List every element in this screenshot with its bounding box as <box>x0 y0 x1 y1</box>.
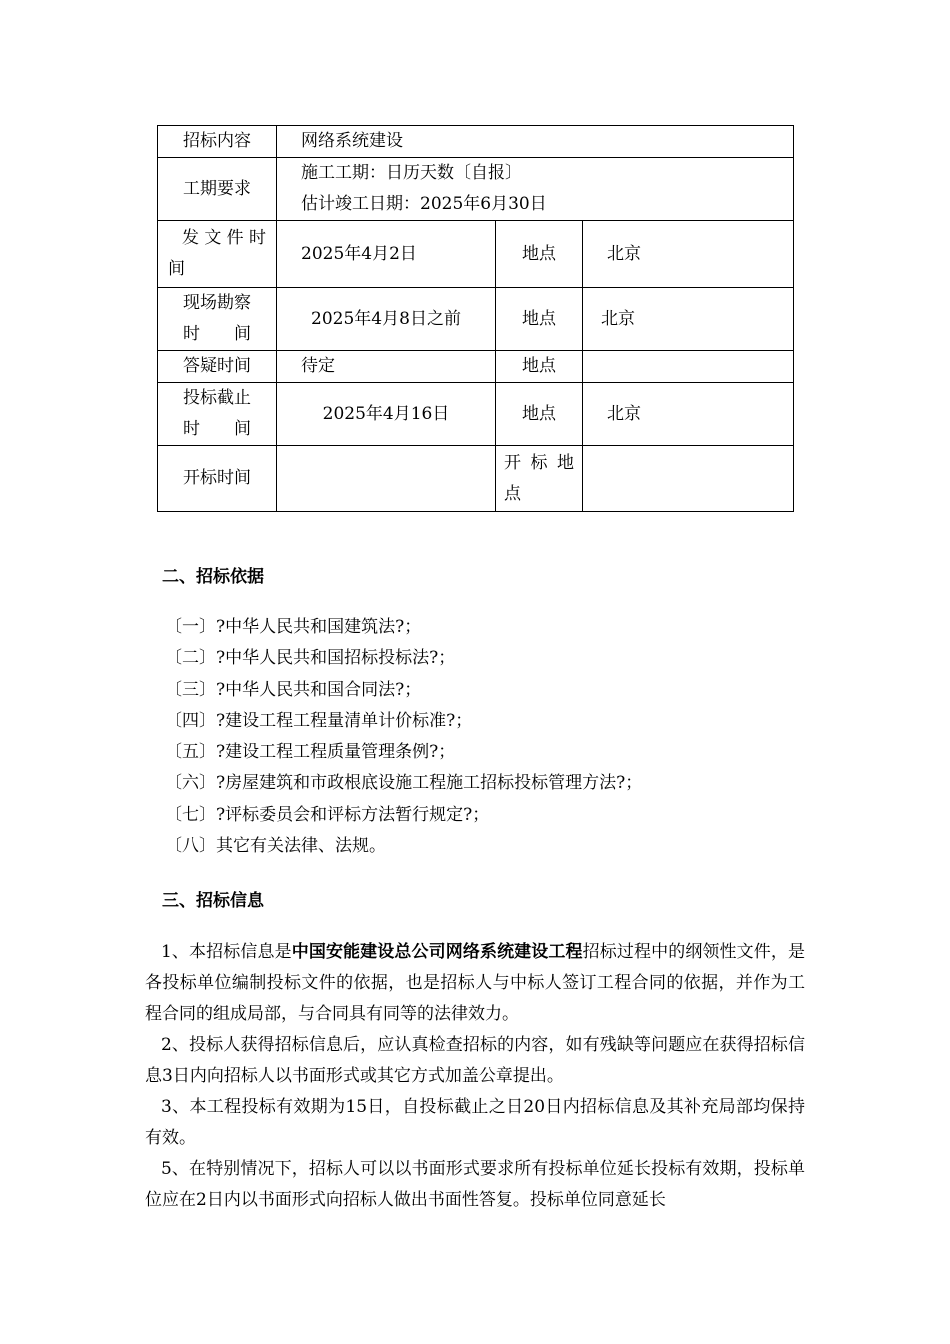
list-item: 〔五〕?建设工程工程质量管理条例?； <box>165 742 456 763</box>
value-opening-time <box>277 446 496 512</box>
row-qa-time <box>158 351 794 383</box>
label-qa-time: 答疑时间 <box>158 351 277 383</box>
paragraph-3: 3、本工程投标有效期为15日，自投标截止之日20日内招标信息及其补充局部均保持有效。 <box>145 1097 805 1148</box>
schedule-line-2: 估计竣工日期：2025年6月30日 <box>301 194 547 214</box>
row-schedule <box>158 158 794 221</box>
value-site-visit-place: 北京 <box>583 288 794 351</box>
value-deadline-place: 北京 <box>583 383 794 446</box>
section-heading-basis: 二、招标依据 <box>162 567 264 587</box>
row-deadline <box>158 383 794 446</box>
label-site-visit <box>158 288 277 351</box>
value-qa-place <box>583 351 794 383</box>
list-item: 〔三〕?中华人民共和国合同法?； <box>165 679 422 700</box>
list-item: 〔六〕?房屋建筑和市政根底设施工程施工招标投标管理方法?； <box>165 773 643 794</box>
value-deadline: 2025年4月16日 <box>277 383 496 446</box>
label-opening-place-line2: 点 <box>504 483 521 504</box>
paragraph-1-start: 1、本招标信息是 <box>161 942 292 962</box>
section-heading-info: 三、招标信息 <box>162 891 264 911</box>
project-name-bold: 中国安能建设总公司网络系统建设工程 <box>291 942 583 962</box>
label-tender-content: 招标内容 <box>158 126 277 158</box>
value-issue-time: 2025年4月2日 <box>277 221 496 288</box>
label-issue-time-line1: 发文件时 <box>182 228 266 248</box>
list-item: 〔一〕?中华人民共和国建筑法?； <box>165 617 422 637</box>
value-schedule <box>277 158 794 221</box>
value-site-visit: 2025年4月8日之前 <box>277 288 496 351</box>
label-site-visit-line2: 时 间 <box>183 324 251 344</box>
value-issue-place: 北京 <box>583 221 794 288</box>
tender-info-table <box>157 125 794 512</box>
tender-info-paragraphs <box>145 937 805 1216</box>
label-deadline-line2: 时 间 <box>183 419 251 439</box>
paragraph-1 <box>145 937 805 1030</box>
label-opening-time: 开标时间 <box>158 446 277 512</box>
row-issue-time <box>158 221 794 288</box>
legal-basis-list <box>165 612 642 862</box>
label-issue-time <box>158 221 277 288</box>
label-deadline <box>158 383 277 446</box>
label-deadline-line1: 投标截止 <box>183 388 251 408</box>
paragraph-2: 2、投标人获得招标信息后，应认真检查招标的内容，如有残缺等问题应在获得招标信息3日内向招标人以书面形式或其它方式加盖公章提出。 <box>145 1035 805 1086</box>
label-qa-place: 地点 <box>496 351 583 383</box>
label-site-visit-place: 地点 <box>496 288 583 351</box>
value-qa-time: 待定 <box>277 351 496 383</box>
schedule-line-1: 施工工期：日历天数〔自报〕 <box>301 163 522 183</box>
paragraph-4: 5、在特别情况下，招标人可以以书面形式要求所有投标单位延长投标有效期，投标单位应在2日内以书面形式向招标人做出书面性答复。投标单位同意延长 <box>145 1159 805 1210</box>
row-site-visit <box>158 288 794 351</box>
list-item: 〔四〕?建设工程工程量清单计价标准?； <box>165 710 473 731</box>
label-issue-place: 地点 <box>496 221 583 288</box>
label-issue-time-line2: 间 <box>168 259 185 279</box>
label-schedule: 工期要求 <box>158 158 277 221</box>
label-site-visit-line1: 现场勘察 <box>183 293 251 313</box>
list-item: 〔八〕其它有关法律、法规。 <box>165 836 386 857</box>
label-opening-place <box>496 446 583 512</box>
paragraph-1-rest: 招标过程中的纲领性文件，是各投标单位编制投标文件的依据，也是招标人与中标人签订工程合同的依据，并作为工程合同的组成局部，与合同具有同等的法律效力。 <box>145 942 805 1024</box>
value-tender-content: 网络系统建设 <box>277 126 794 158</box>
row-opening-time <box>158 446 794 512</box>
label-deadline-place: 地点 <box>496 383 583 446</box>
row-tender-content <box>158 126 794 158</box>
list-item: 〔七〕?评标委员会和评标方法暂行规定?； <box>165 804 490 825</box>
value-opening-place <box>583 446 794 512</box>
list-item: 〔二〕?中华人民共和国招标投标法?； <box>165 648 456 669</box>
label-opening-place-line1: 开 标 地 <box>504 452 574 473</box>
